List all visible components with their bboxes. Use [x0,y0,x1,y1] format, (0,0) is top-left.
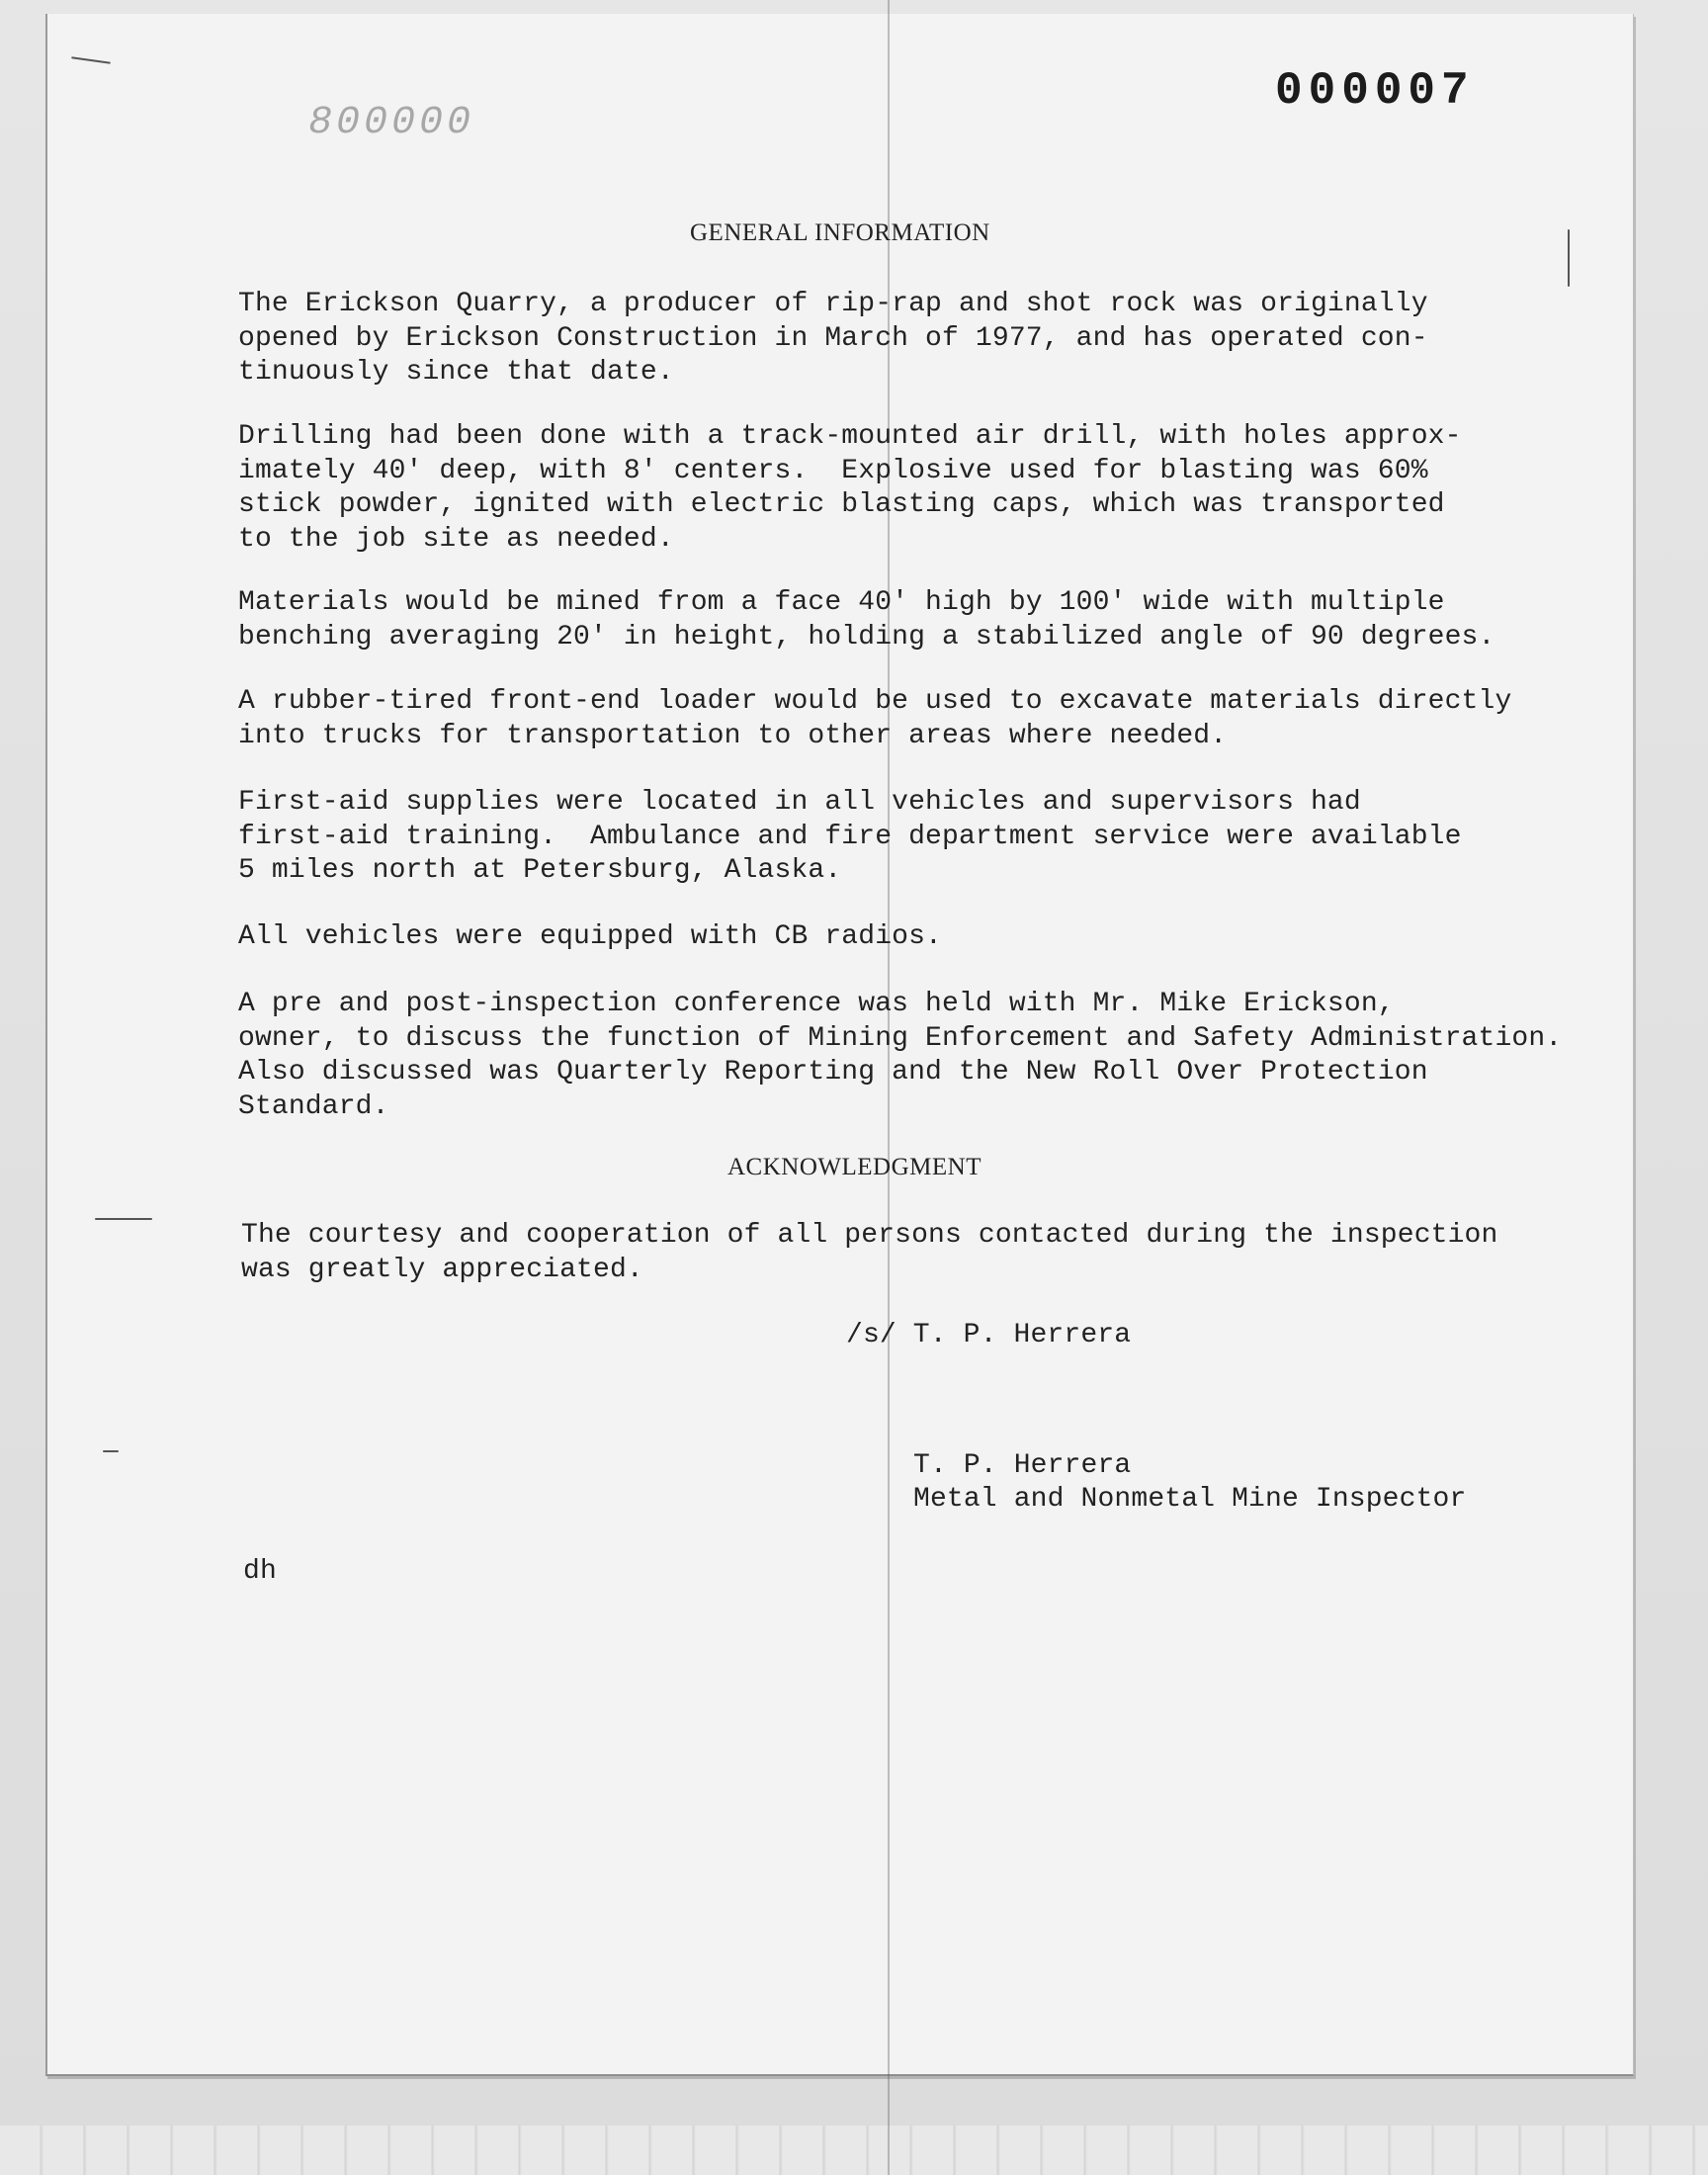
signature-signed-line: /s/ T. P. Herrera [846,1320,1132,1350]
scan-mark [1568,229,1570,287]
scanner-edge-strip [0,2126,1708,2175]
heading-general-information: GENERAL INFORMATION [690,219,990,246]
heading-acknowledgment: ACKNOWLEDGMENT [727,1154,982,1180]
scan-mark [95,1218,152,1220]
paragraph-radios: All vehicles were equipped with CB radios. [238,921,943,952]
typist-initials: dh [243,1556,277,1587]
paragraph-drilling: Drilling had been done with a track-mounted air drill, with holes approx- imately 40' deep, with 8' centers. Explosive used for blasting was 60% stick powder, ignited with electric blasting caps, which was transported to the job site as needed. [238,421,1462,555]
paragraph-first-aid: First-aid supplies were located in all vehicles and supervisors had first-aid training. Ambulance and fire department service were available 5 miles north at Petersburg, Alaska. [238,787,1462,886]
faint-number-stamp: 800000 [308,101,475,145]
paragraph-conference: A pre and post-inspection conference was held with Mr. Mike Erickson, owner, to discuss the function of Mining Enforcement and Safety Administration. Also discussed was Quarterly Reporting and the New Roll Over Protection Standard. [238,989,1563,1122]
paragraph-loader: A rubber-tired front-end loader would be used to excavate materials directly into trucks for transportation to other areas where needed. [238,686,1512,751]
scan-mark [103,1450,119,1452]
signatory-name: T. P. Herrera [913,1450,1132,1481]
paragraph-quarry-history: The Erickson Quarry, a producer of rip-rap and shot rock was originally opened by Erickson Construction in March of 1977, and has operated con- tinuously since that date. [238,289,1428,388]
paragraph-acknowledgment: The courtesy and cooperation of all persons contacted during the inspection was greatly appreciated. [241,1220,1498,1285]
paragraph-materials: Materials would be mined from a face 40' high by 100' wide with multiple benching averaging 20' in height, holding a stabilized angle of 90 degrees. [238,587,1495,652]
signatory-title: Metal and Nonmetal Mine Inspector [913,1484,1467,1515]
page-number-stamp: 000007 [1275,65,1475,117]
